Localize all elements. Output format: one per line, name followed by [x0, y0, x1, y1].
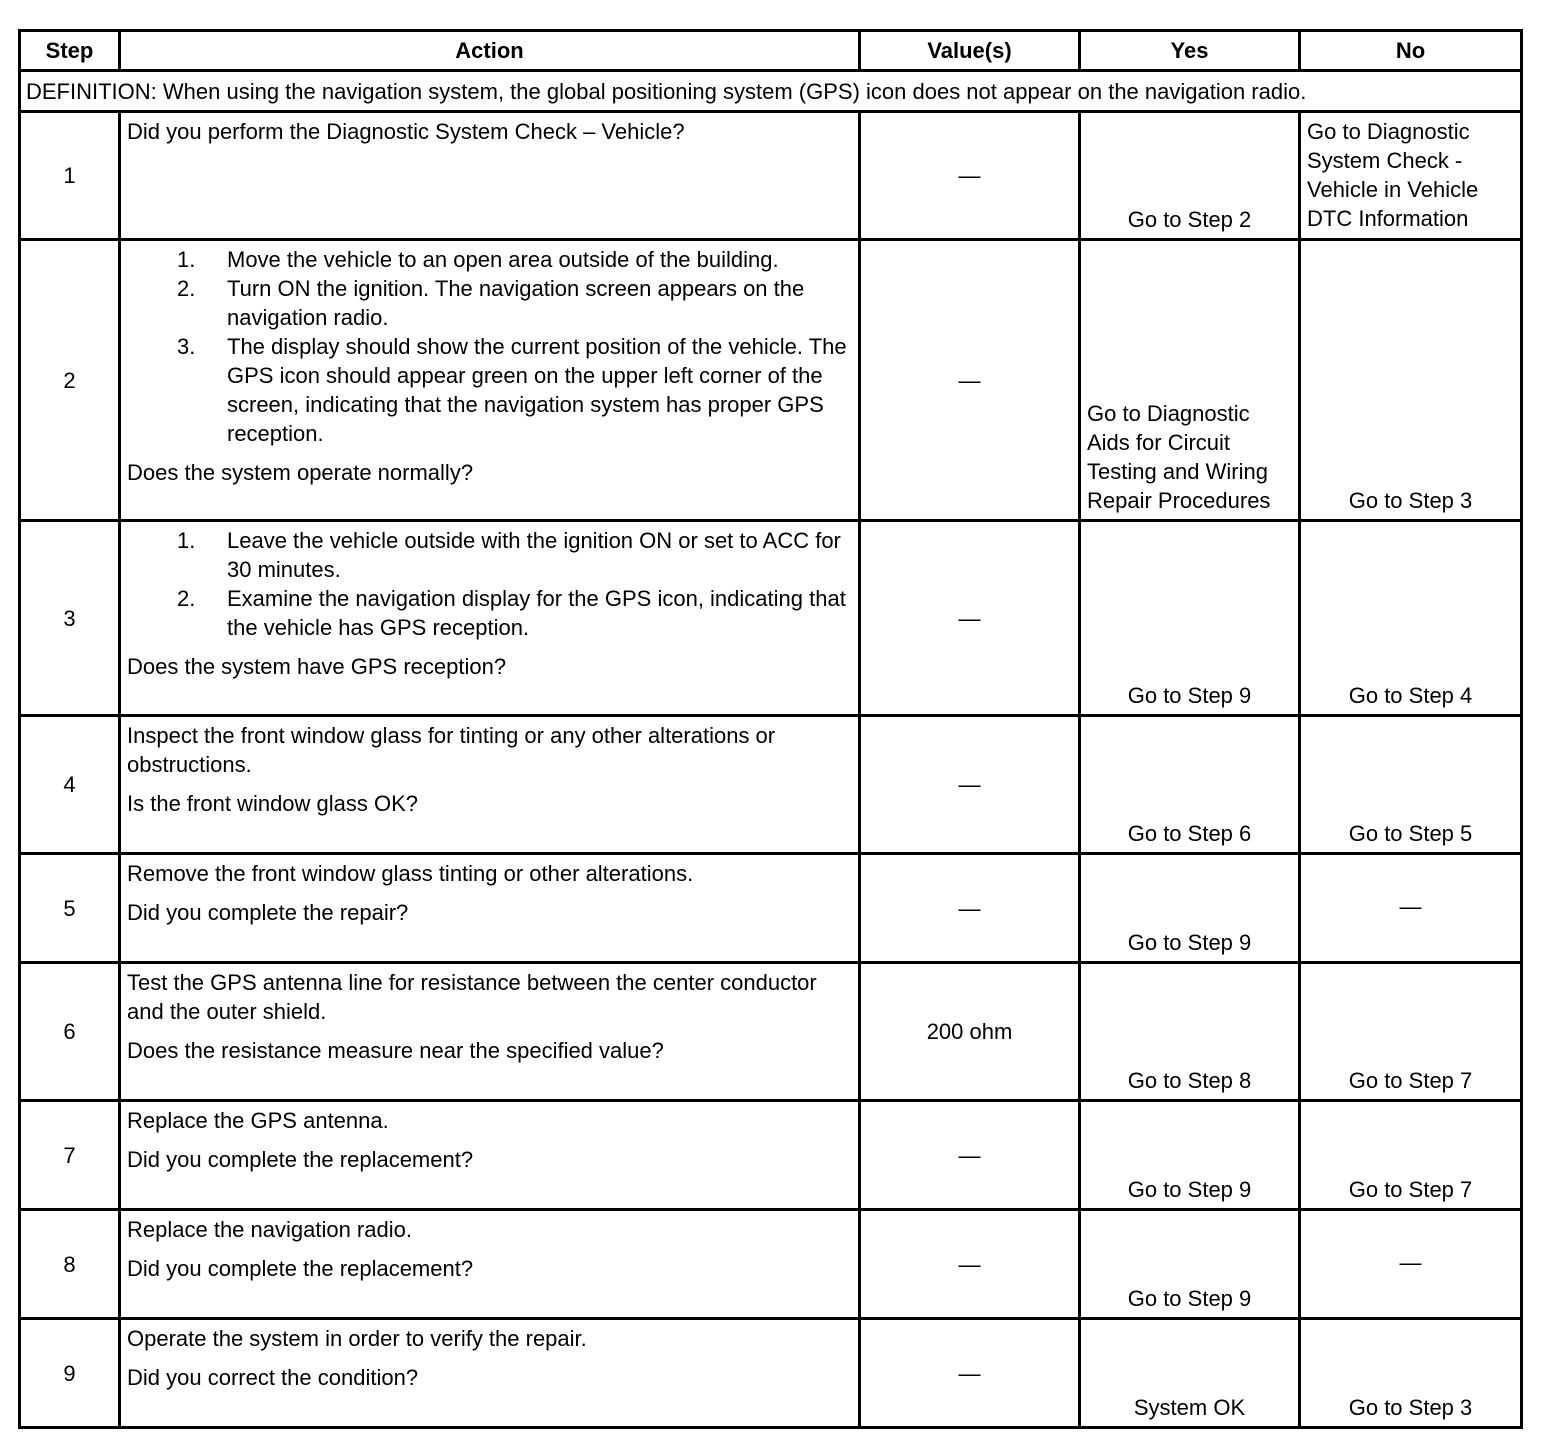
action-question: Is the front window glass OK?: [127, 791, 419, 816]
action-cell: [120, 1101, 860, 1210]
action-instruction: Remove the front window glass tinting or other alterations.: [127, 861, 694, 886]
list-item: 3. The display should show the current position of the vehicle. The GPS icon should appear green on the upper left corner of the screen, indicating that the navigation system has proper GPS reception.: [177, 334, 847, 446]
definition-row: [20, 71, 1522, 112]
value-cell: —: [860, 1210, 1080, 1319]
step-number: 2: [20, 240, 120, 521]
yes-cell: Go to Step 9: [1080, 1210, 1300, 1319]
action-question: Did you complete the repair?: [127, 900, 409, 925]
action-instruction: Inspect the front window glass for tinting or any other alterations or obstructions.: [127, 723, 776, 777]
yes-cell: Go to Step 2: [1080, 112, 1300, 240]
yes-cell: Go to Step 8: [1080, 963, 1300, 1101]
step-number: 4: [20, 716, 120, 854]
step-number: 9: [20, 1319, 120, 1428]
value-cell: —: [860, 521, 1080, 716]
action-question: Did you correct the condition?: [127, 1365, 419, 1390]
table-row: [20, 716, 1522, 854]
table-row: [20, 963, 1522, 1101]
yes-cell: Go to Step 9: [1080, 1101, 1300, 1210]
definition-text: DEFINITION: When using the navigation system, the global positioning system (GPS) icon does not appear on the navigation radio.: [20, 71, 1522, 112]
action-cell: [120, 1210, 860, 1319]
value-cell: —: [860, 716, 1080, 854]
table-row: [20, 854, 1522, 963]
table-row: [20, 112, 1522, 240]
header-yes: Yes: [1080, 31, 1300, 71]
step-number: 8: [20, 1210, 120, 1319]
no-cell: Go to Step 7: [1300, 1101, 1522, 1210]
table-row: [20, 521, 1522, 716]
value-cell: —: [860, 240, 1080, 521]
action-cell: [120, 854, 860, 963]
yes-cell: Go to Step 9: [1080, 854, 1300, 963]
action-instruction: Replace the navigation radio.: [127, 1217, 412, 1242]
action-question: Does the system have GPS reception?: [127, 654, 507, 679]
value-cell: —: [860, 1101, 1080, 1210]
action-question: Did you complete the replacement?: [127, 1147, 474, 1172]
yes-cell: Go to Step 6: [1080, 716, 1300, 854]
no-cell: Go to Step 4: [1300, 521, 1522, 716]
value-cell: —: [860, 112, 1080, 240]
list-item: 1. Leave the vehicle outside with the ignition ON or set to ACC for 30 minutes.: [177, 528, 841, 582]
no-cell: Go to Diagnostic System Check - Vehicle in Vehicle DTC Information: [1300, 112, 1522, 240]
no-cell: —: [1300, 1210, 1522, 1319]
header-values: Value(s): [860, 31, 1080, 71]
action-cell: [120, 521, 860, 716]
step-number: 7: [20, 1101, 120, 1210]
action-instruction: Replace the GPS antenna.: [127, 1108, 389, 1133]
action-cell: [120, 716, 860, 854]
action-instruction: Operate the system in order to verify the repair.: [127, 1326, 587, 1351]
action-steps-list: [127, 526, 852, 642]
list-item: 2. Examine the navigation display for the GPS icon, indicating that the vehicle has GPS reception.: [177, 586, 846, 640]
table-row: [20, 1101, 1522, 1210]
step-number: 6: [20, 963, 120, 1101]
action-instruction: Did you perform the Diagnostic System Check – Vehicle?: [127, 119, 685, 144]
table-row: [20, 1319, 1522, 1428]
value-cell: —: [860, 854, 1080, 963]
yes-cell: Go to Diagnostic Aids for Circuit Testing and Wiring Repair Procedures: [1080, 240, 1300, 521]
header-no: No: [1300, 31, 1522, 71]
yes-cell: System OK: [1080, 1319, 1300, 1428]
header-action: Action: [120, 31, 860, 71]
action-cell: [120, 240, 860, 521]
step-number: 5: [20, 854, 120, 963]
yes-cell: Go to Step 9: [1080, 521, 1300, 716]
list-item: 2. Turn ON the ignition. The navigation screen appears on the navigation radio.: [177, 276, 805, 330]
action-question: Did you complete the replacement?: [127, 1256, 474, 1281]
step-number: 1: [20, 112, 120, 240]
no-cell: Go to Step 5: [1300, 716, 1522, 854]
header-step: Step: [20, 31, 120, 71]
action-instruction: Test the GPS antenna line for resistance between the center conductor and the outer shield.: [127, 970, 817, 1024]
action-cell: [120, 1319, 860, 1428]
action-cell: [120, 112, 860, 240]
action-question: Does the system operate normally?: [127, 460, 474, 485]
no-cell: Go to Step 3: [1300, 240, 1522, 521]
table-row: [20, 240, 1522, 521]
table-row: [20, 1210, 1522, 1319]
action-steps-list: [127, 245, 852, 448]
diagnostic-table: [18, 29, 1523, 1429]
value-cell: 200 ohm: [860, 963, 1080, 1101]
list-item: 1. Move the vehicle to an open area outside of the building.: [177, 247, 779, 272]
no-cell: Go to Step 3: [1300, 1319, 1522, 1428]
no-cell: —: [1300, 854, 1522, 963]
action-cell: [120, 963, 860, 1101]
value-cell: —: [860, 1319, 1080, 1428]
action-question: Does the resistance measure near the specified value?: [127, 1038, 664, 1063]
header-row: [20, 31, 1522, 71]
step-number: 3: [20, 521, 120, 716]
no-cell: Go to Step 7: [1300, 963, 1522, 1101]
